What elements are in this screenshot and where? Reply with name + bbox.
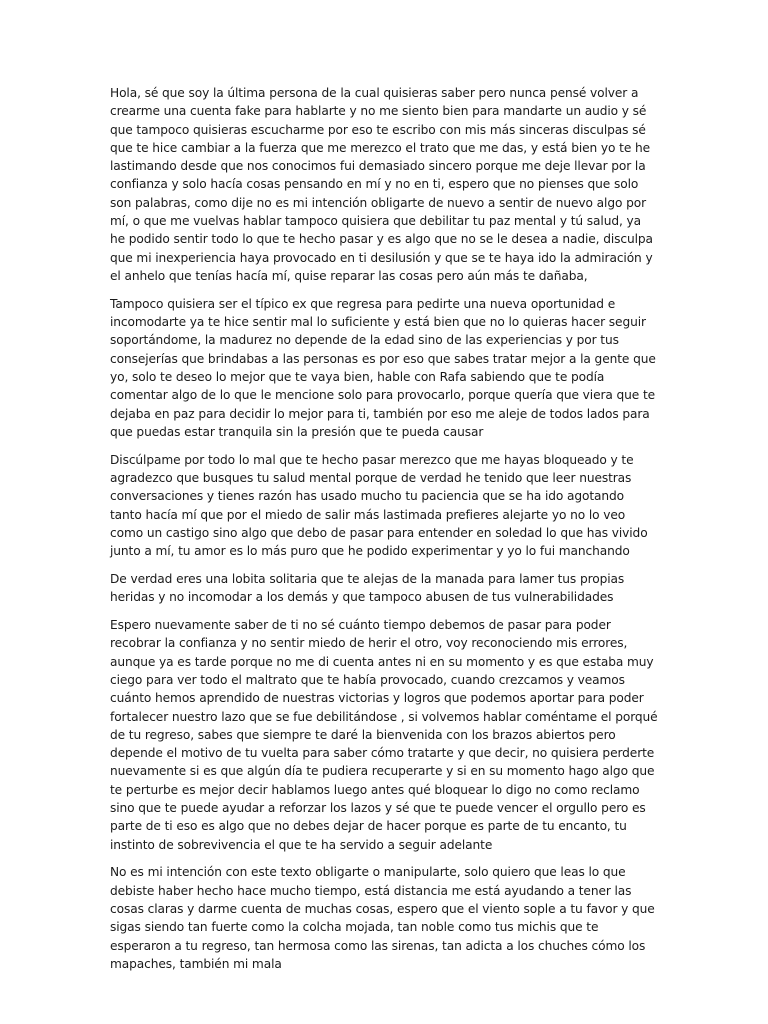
- paragraph-4: De verdad eres una lobita solitaria que te alejas de la manada para lamer tus propias heridas y no incomodar a los demás y que tampoco abusen de tus vulnerabilidades: [110, 571, 625, 605]
- paragraph-6: No es mi intención con este texto obligarte o manipularte, solo quiero que leas lo que debiste haber hecho hace mucho tiempo, está distancia me está ayudando a tener las cosas claras y darme cuenta de muchas cosas, espero que el viento sople a tu favor y que sigas siendo tan fuerte como la colcha mojada, tan noble como tus michis que te esperaron a tu regreso, tan hermosa como las sirenas, tan adicta a los chuches cómo los mapaches, también mi mala: [110, 865, 655, 971]
- document-page: [110, 84, 658, 983]
- paragraph-2: Tampoco quisiera ser el típico ex que regresa para pedirte una nueva oportunidad e incomodarte ya te hice sentir mal lo suficiente y está bien que no lo quieras hacer seguir soportándome, la madurez no depende de la edad sino de las experiencias y por tus consejerías que brindabas a las personas es por eso que sabes tratar mejor a la gente que yo, solo te deseo lo mejor que te vaya bien, hable con Rafa sabiendo que te podía comentar algo de lo que le mencione solo para provocarlo, porque quería que viera que te dejaba en paz para decidir lo mejor para ti, también por eso me aleje de todos lados para que puedas estar tranquila sin la presión que te pueda causar: [110, 296, 656, 439]
- paragraph-1: Hola, sé que soy la última persona de la cual quisieras saber pero nunca pensé volver a crearme una cuenta fake para hablarte y no me siento bien para mandarte un audio y sé que tampoco quisieras escucharme por eso te escribo con mis más sinceras disculpas sé que te hice cambiar a la fuerza que me merezco el trato que me das, y está bien yo te he lastimando desde que nos conocimos fui demasiado sincero porque me deje llevar por la confianza y solo hacía cosas pensando en mí y no en ti, espero que no pienses que solo son palabras, como dije no es mi intención obligarte de nuevo a sentir de nuevo algo por mí, o que me vuelvas hablar tampoco quisiera que debilitar tu paz mental y tú salud, ya he podido sentir todo lo que te hecho pasar y es algo que no se le desea a nadie, disculpa que mi inexperiencia haya provocado en ti desilusión y que se te haya ido la admiración y el anhelo que tenías hacía mí, quise reparar las cosas pero aún más te dañaba,: [110, 86, 653, 283]
- paragraph-5: Espero nuevamente saber de ti no sé cuánto tiempo debemos de pasar para poder recobrar la confianza y no sentir miedo de herir el otro, voy reconociendo mis errores, aunque ya es tarde porque no me di cuenta antes ni en su momento y es que estaba muy ciego para ver todo el maltrato que te había provocado, cuando crezcamos y veamos cuánto hemos aprendido de nuestras victorias y logros que podemos aportar para poder fortalecer nuestro lazo que se fue debilitándose , si volvemos hablar coméntame el porqué de tu regreso, sabes que siempre te daré la bienvenida con los brazos abiertos pero depende el motivo de tu vuelta para saber cómo tratarte y que decir, no quisiera perderte nuevamente si es que algún día te pudiera recuperarte y si en su momento hago algo que te perturbe es mejor decir hablamos luego antes qué bloquear lo digo no como reclamo sino que te puede ayudar a reforzar los lazos y sé que te puede vencer el orgullo pero es parte de ti eso es algo que no debes dejar de hacer porque es parte de tu encanto, tu instinto de sobrevivencia el que te ha servido a seguir adelante: [110, 618, 658, 852]
- paragraph-3: Discúlpame por todo lo mal que te hecho pasar merezco que me hayas bloqueado y te agradezco que busques tu salud mental porque de verdad he tenido que leer nuestras conversaciones y tienes razón has usado mucho tu paciencia que se ha ido agotando tanto hacía mí que por el miedo de salir más lastimada prefieres alejarte yo no lo veo como un castigo sino algo que debo de pasar para entender en soledad lo que has vivido junto a mí, tu amor es lo más puro que he podido experimentar y yo lo fui manchando: [110, 452, 648, 559]
